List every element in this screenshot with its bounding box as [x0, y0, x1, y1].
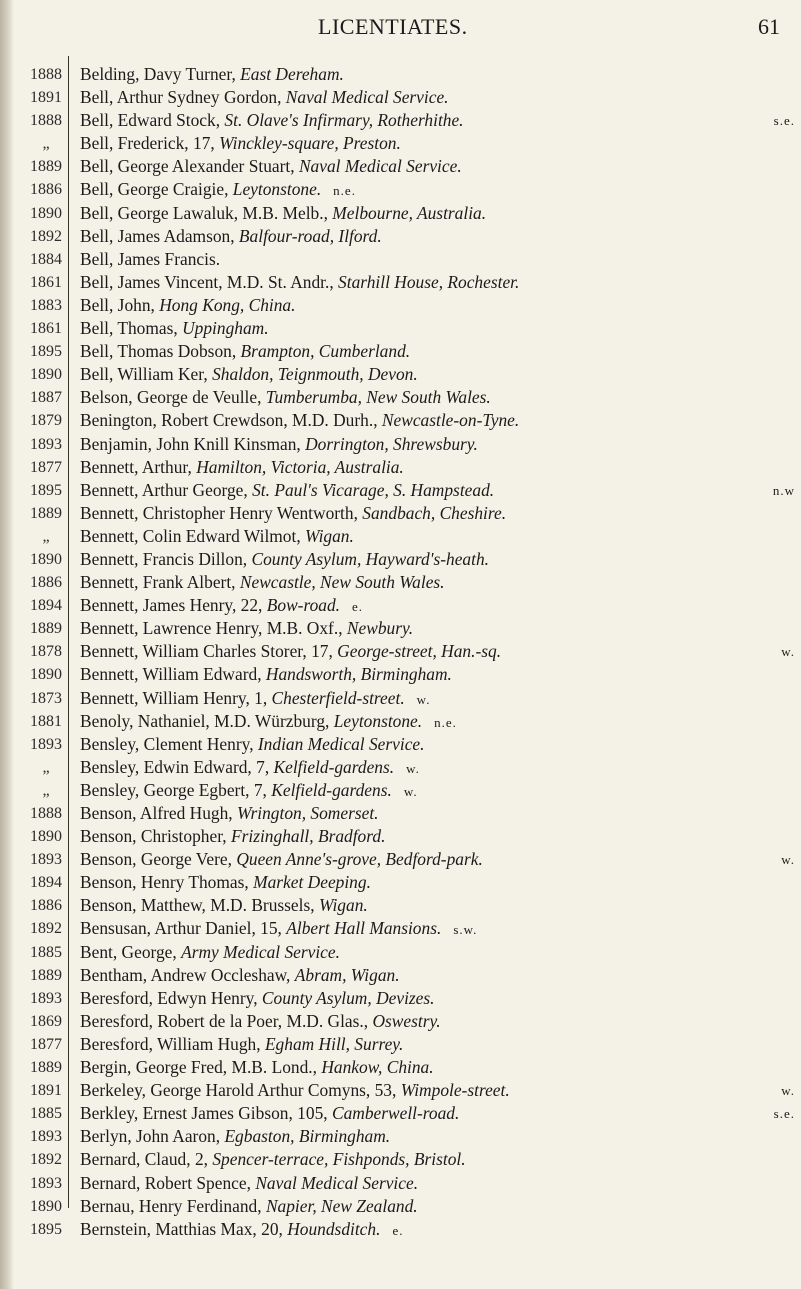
- entry-name: Benson, George Vere,: [80, 849, 237, 870]
- list-item: [80, 1195, 795, 1218]
- entry-address: Bow-road.: [266, 595, 341, 616]
- entry-name: Bell, James Vincent, M.D. St. Andr.,: [80, 271, 339, 292]
- entry-address: Tumberumba, New South Wales.: [265, 387, 491, 408]
- entry-year: 1886: [30, 897, 62, 915]
- entry-year: 1889: [30, 620, 62, 638]
- list-item: [80, 433, 795, 456]
- entry-name: Bell, Thomas Dobson,: [80, 341, 241, 362]
- list-item: [80, 964, 795, 987]
- entry-name: Bernstein, Matthias Max, 20,: [80, 1218, 288, 1239]
- list-item: [80, 1125, 795, 1148]
- entry-year: 1891: [30, 89, 62, 107]
- entry-year: 1890: [30, 366, 62, 384]
- list-item: [80, 617, 795, 640]
- entry-year: 1888: [30, 805, 62, 822]
- entry-name: Bentham, Andrew Occleshaw,: [80, 964, 295, 985]
- entry-year: 1890: [30, 828, 62, 846]
- entry-year: 1889: [30, 966, 62, 984]
- entry-name: Bernard, Robert Spence,: [80, 1172, 256, 1193]
- list-item: [80, 1102, 795, 1125]
- entry-name: Benington, Robert Crewdson, M.D. Durh.,: [80, 410, 382, 431]
- page-header: [0, 14, 801, 44]
- entry-name: Benoly, Nathaniel, M.D. Würzburg,: [80, 710, 334, 731]
- entry-address: Queen Anne's-grove, Bedford-park.: [236, 849, 483, 870]
- entry-name: Bennett, Arthur,: [80, 456, 197, 477]
- list-item: [80, 1218, 795, 1241]
- list-item: [80, 248, 795, 271]
- entry-name: Bell, Arthur Sydney Gordon,: [80, 87, 286, 108]
- entry-name: Bell, John,: [80, 294, 160, 315]
- entry-address: Wrington, Somerset.: [236, 803, 379, 823]
- list-item: [80, 941, 795, 964]
- entry-year: 1893: [30, 1174, 62, 1192]
- entries-column: [80, 63, 795, 1241]
- entry-district: w.: [416, 691, 431, 707]
- entry-name: Bennett, Colin Edward Wilmot,: [80, 525, 306, 546]
- list-item: [80, 525, 795, 548]
- list-item: [80, 756, 795, 779]
- entry-year: 1893: [30, 989, 62, 1007]
- entry-name: Bell, James Francis.: [80, 248, 221, 269]
- entry-year: 1895: [30, 343, 62, 361]
- entry-address: Melbourne, Australia.: [332, 202, 487, 223]
- entry-name: Bergin, George Fred, M.B. Lond.,: [80, 1057, 322, 1078]
- entry-address: Dorrington, Shrewsbury.: [305, 433, 478, 454]
- list-item: [80, 894, 795, 917]
- list-item: [80, 109, 795, 132]
- entry-year: 1879: [30, 412, 62, 430]
- entry-address: Market Deeping.: [253, 872, 371, 893]
- list-item: [80, 802, 795, 825]
- entry-address: Wimpole-street.: [400, 1080, 510, 1101]
- entry-address: Hankow, China.: [321, 1057, 434, 1078]
- list-item: [80, 987, 795, 1010]
- list-item: [80, 825, 795, 848]
- entry-address: Egham Hill, Surrey.: [264, 1033, 404, 1054]
- entry-name: Bennett, Christopher Henry Wentworth,: [80, 502, 363, 523]
- entry-year: 1887: [30, 389, 62, 407]
- list-item: [80, 1056, 795, 1079]
- entry-address: Wigan.: [305, 525, 354, 546]
- list-item: [80, 63, 795, 86]
- entry-year: 1886: [30, 181, 62, 199]
- entry-district: e.: [352, 599, 364, 615]
- list-item: [80, 1148, 795, 1171]
- entry-district: n.e.: [434, 714, 457, 730]
- entry-district: w.: [781, 644, 795, 660]
- entry-name: Bensusan, Arthur Daniel, 15,: [80, 918, 287, 939]
- entry-address: Abram, Wigan.: [294, 964, 400, 985]
- entry-address: Kelfield-gardens.: [271, 779, 392, 800]
- entry-address: Leytonstone.: [333, 710, 423, 731]
- entry-name: Bernau, Henry Ferdinand,: [80, 1195, 266, 1216]
- list-item: [80, 779, 795, 802]
- entry-year: 1892: [30, 1151, 62, 1169]
- entry-name: Bensley, Clement Henry,: [80, 733, 258, 754]
- entry-year: 1890: [30, 666, 62, 684]
- list-item: [80, 86, 795, 109]
- entry-year: 1890: [30, 204, 62, 222]
- running-title: LICENTIATES.: [318, 14, 468, 39]
- entry-name: Bennett, Arthur George,: [80, 479, 253, 500]
- entry-year: 1893: [30, 1128, 62, 1146]
- entry-year: 1885: [30, 943, 62, 961]
- entry-address: Hong Kong, China.: [159, 294, 296, 315]
- entry-address: Handsworth, Birmingham.: [265, 664, 452, 685]
- entry-district: s.w.: [453, 922, 478, 938]
- entry-address: Leytonstone.: [232, 179, 322, 200]
- entry-name: Bennett, William Charles Storer, 17,: [80, 641, 338, 662]
- entry-district: e.: [392, 1222, 404, 1238]
- list-item: [80, 386, 795, 409]
- entry-district: n.w: [772, 482, 795, 498]
- entry-address: Army Medical Service.: [181, 941, 340, 962]
- entry-year: 1884: [30, 250, 62, 268]
- entry-name: Benson, Henry Thomas,: [80, 872, 254, 893]
- entry-name: Beresford, William Hugh,: [80, 1033, 265, 1054]
- entry-address: Frizinghall, Bradford.: [230, 826, 386, 847]
- entry-address: Newcastle, New South Wales.: [239, 572, 445, 593]
- entry-name: Bell, Edward Stock,: [80, 110, 225, 131]
- list-item: [80, 1033, 795, 1056]
- entry-year: 1878: [30, 643, 62, 661]
- entry-district: w.: [406, 760, 420, 776]
- entry-address: Houndsditch.: [287, 1218, 381, 1239]
- entry-year: 1881: [30, 712, 62, 730]
- entry-address: Albert Hall Mansions.: [286, 918, 442, 939]
- list-item: [80, 294, 795, 317]
- entry-year: 1895: [30, 1220, 62, 1238]
- list-item: [80, 271, 795, 294]
- entry-address: Napier, New Zealand.: [265, 1195, 418, 1216]
- list-item: [80, 1079, 795, 1102]
- entry-name: Benjamin, John Knill Kinsman,: [80, 433, 306, 454]
- entry-name: Bell, George Lawaluk, M.B. Melb.,: [80, 202, 333, 223]
- entry-address: Newcastle-on-Tyne.: [381, 410, 520, 431]
- entry-address: Starhill House, Rochester.: [338, 271, 520, 292]
- entry-year: 1889: [30, 504, 62, 522]
- list-item: [80, 456, 795, 479]
- entry-name: Bell, George Craigie,: [80, 179, 233, 200]
- list-item: [80, 733, 795, 756]
- entry-name: Bennett, Frank Albert,: [80, 572, 240, 593]
- entry-year: 1877: [30, 1035, 62, 1053]
- entry-address: Uppingham.: [182, 318, 269, 339]
- entry-address: Hamilton, Victoria, Australia.: [196, 456, 404, 477]
- entry-address: Naval Medical Service.: [285, 87, 449, 108]
- list-item: [80, 202, 795, 225]
- entry-address: County Asylum, Hayward's-heath.: [251, 548, 489, 569]
- entry-name: Bennett, James Henry, 22,: [80, 595, 267, 616]
- entry-name: Bell, Thomas,: [80, 318, 183, 339]
- page-binding-edge: [0, 0, 14, 1289]
- entry-year: 1892: [30, 227, 62, 245]
- page-number: 61: [758, 14, 780, 39]
- entry-address: Oswestry.: [372, 1010, 441, 1031]
- entry-year: 1891: [30, 1082, 62, 1100]
- list-item: [80, 687, 795, 710]
- entry-address: Shaldon, Teignmouth, Devon.: [212, 364, 418, 385]
- entry-year: 1894: [30, 597, 62, 615]
- entry-address: Spencer-terrace, Fishponds, Bristol.: [212, 1149, 466, 1170]
- entry-address: Wigan.: [318, 895, 368, 916]
- entry-address: Indian Medical Service.: [257, 733, 425, 754]
- entry-name: Beresford, Edwyn Henry,: [80, 987, 262, 1008]
- list-item: [80, 640, 795, 663]
- entry-name: Bensley, Edwin Edward, 7,: [80, 756, 274, 777]
- list-item: [80, 594, 795, 617]
- list-item: [80, 663, 795, 686]
- entry-name: Bell, James Adamson,: [80, 225, 239, 246]
- year-column: [24, 63, 68, 1241]
- entry-address: Chesterfield-street.: [271, 687, 405, 708]
- list-item: [80, 340, 795, 363]
- entry-name: Berlyn, John Aaron,: [80, 1126, 225, 1147]
- entry-name: Bent, George,: [80, 941, 182, 962]
- list-item: [80, 409, 795, 432]
- entry-year: 1861: [30, 320, 62, 338]
- entry-name: Bennett, Lawrence Henry, M.B. Oxf.,: [80, 618, 347, 639]
- list-item: [80, 548, 795, 571]
- entry-address: Kelfield-gardens.: [273, 756, 395, 777]
- entry-year: 1893: [30, 735, 62, 753]
- entry-year: 1869: [30, 1012, 62, 1030]
- entry-address: St. Olave's Infirmary, Rotherhithe.: [224, 110, 464, 131]
- entry-year: 1889: [30, 158, 62, 176]
- list-item: [80, 917, 795, 940]
- entry-year: 1893: [30, 851, 62, 869]
- entry-address: Egbaston, Birmingham.: [224, 1126, 391, 1147]
- list-item: [80, 479, 795, 502]
- entry-address: Naval Medical Service.: [298, 156, 462, 177]
- entry-name: Belding, Davy Turner,: [80, 64, 241, 84]
- entry-year: 1894: [30, 874, 62, 892]
- entry-name: Bennett, William Henry, 1,: [80, 687, 272, 708]
- entry-year: 1888: [30, 112, 62, 130]
- list-item: [80, 178, 795, 201]
- list-item: [80, 871, 795, 894]
- entry-name: Benson, Alfred Hugh,: [80, 803, 237, 823]
- entry-name: Beresford, Robert de la Poer, M.D. Glas.,: [80, 1010, 373, 1031]
- entry-year: 1886: [30, 574, 62, 592]
- list-item: [80, 363, 795, 386]
- entry-address: Camberwell-road.: [331, 1103, 460, 1124]
- list-item: [80, 710, 795, 733]
- entry-address: East Dereham.: [240, 64, 344, 84]
- entry-district: n.e.: [333, 183, 356, 199]
- list-item: [80, 225, 795, 248]
- entry-year: 1892: [30, 920, 62, 938]
- column-divider: [68, 56, 69, 1208]
- entry-district: w.: [781, 1083, 795, 1099]
- entry-name: Berkeley, George Harold Arthur Comyns, 53,: [80, 1080, 401, 1101]
- list-item: [80, 502, 795, 525]
- entry-year: 1861: [30, 273, 62, 291]
- entry-year: 1890: [30, 1197, 62, 1215]
- entry-year: 1889: [30, 1059, 62, 1077]
- entry-name: Bell, William Ker,: [80, 364, 213, 385]
- entry-district: s.e.: [773, 1106, 795, 1122]
- entry-year: „: [42, 135, 50, 153]
- entry-name: Belson, George de Veulle,: [80, 387, 266, 408]
- entry-address: George-street, Han.-sq.: [337, 641, 502, 662]
- entry-name: Bernard, Claud, 2,: [80, 1149, 213, 1170]
- entry-name: Bennett, Francis Dillon,: [80, 548, 252, 569]
- entry-year: „: [42, 527, 50, 545]
- entry-address: Balfour-road, Ilford.: [238, 225, 382, 246]
- entry-year: 1895: [30, 481, 62, 499]
- entry-name: Berkley, Ernest James Gibson, 105,: [80, 1103, 332, 1124]
- entry-address: County Asylum, Devizes.: [261, 987, 435, 1008]
- entry-district: w.: [403, 783, 418, 799]
- entry-year: 1877: [30, 458, 62, 476]
- entry-name: Bell, Frederick, 17,: [80, 133, 220, 154]
- entry-name: Bensley, George Egbert, 7,: [80, 779, 272, 800]
- list-item: [80, 132, 795, 155]
- entry-year: 1883: [30, 296, 62, 314]
- entry-year: 1893: [30, 435, 62, 453]
- entry-district: w.: [781, 852, 795, 868]
- entry-year: „: [42, 758, 50, 776]
- entry-name: Benson, Christopher,: [80, 826, 231, 847]
- entry-name: Benson, Matthew, M.D. Brussels,: [80, 895, 319, 916]
- entry-year: 1890: [30, 550, 62, 568]
- entry-address: St. Paul's Vicarage, S. Hampstead.: [252, 479, 495, 500]
- entry-address: Sandbach, Cheshire.: [362, 502, 507, 523]
- entry-district: s.e.: [773, 113, 795, 129]
- list-item: [80, 1010, 795, 1033]
- entry-address: Brampton, Cumberland.: [240, 341, 411, 362]
- entry-year: „: [42, 781, 50, 799]
- entry-year: 1885: [30, 1105, 62, 1123]
- list-item: [80, 317, 795, 340]
- list-item: [80, 1172, 795, 1195]
- entry-name: Bell, George Alexander Stuart,: [80, 156, 299, 177]
- entry-address: Newbury.: [346, 618, 414, 639]
- entry-year: 1873: [30, 689, 62, 707]
- entry-address: Naval Medical Service.: [255, 1172, 419, 1193]
- list-item: [80, 155, 795, 178]
- list-item: [80, 571, 795, 594]
- entry-name: Bennett, William Edward,: [80, 664, 266, 685]
- entry-year: 1888: [30, 66, 62, 83]
- list-item: [80, 848, 795, 871]
- entry-address: Winckley-square, Preston.: [219, 133, 401, 154]
